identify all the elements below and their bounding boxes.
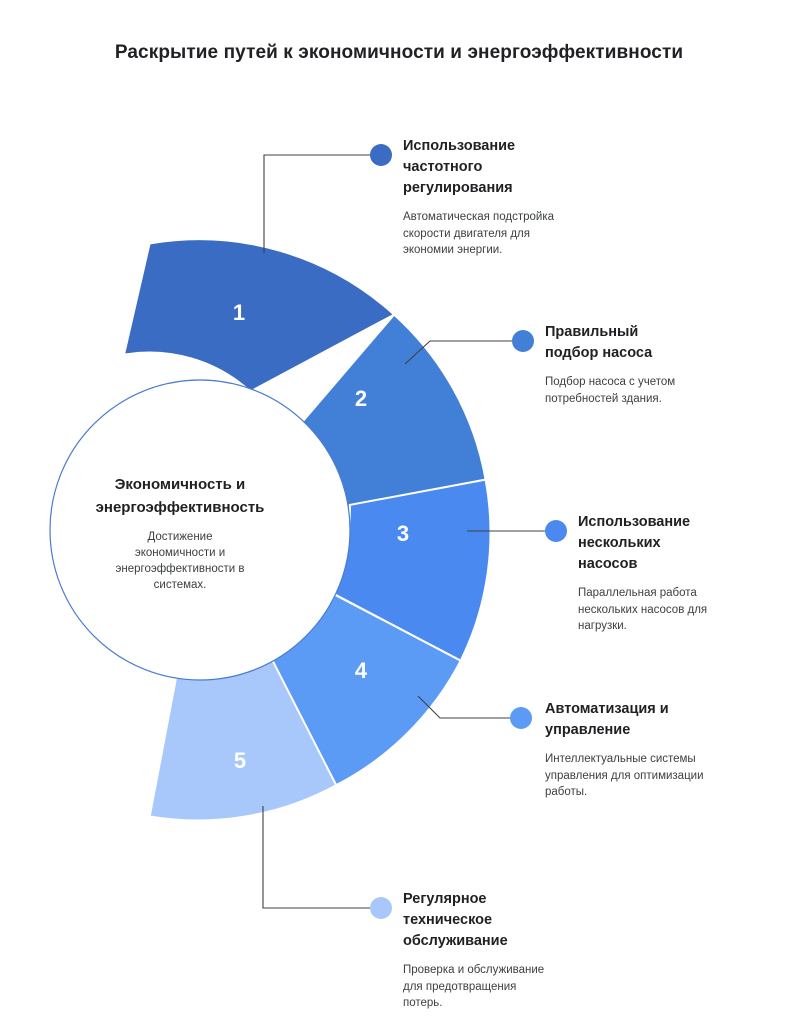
connector-dot-1 (370, 144, 392, 166)
callout-3-title (578, 512, 793, 575)
segment-number-1: 1 (232, 300, 246, 325)
callout-1-title-line3: регулирования (403, 180, 513, 197)
callout-5-title-line1: Регулярное (403, 891, 487, 907)
center-title-line1: Экономичность и (114, 476, 246, 493)
callout-5 (403, 889, 633, 1012)
callout-2-title-line2: подбор насоса (545, 345, 653, 362)
callout-1-desc-line3: экономии энергии. (403, 244, 503, 257)
segment-number-4: 4 (354, 658, 368, 683)
callout-3-desc-line1: Параллельная работа (578, 587, 697, 600)
callout-2-title-line1: Правильный (545, 324, 639, 340)
callout-1-desc-line1: Автоматическая подстройка (403, 211, 555, 224)
callout-3-desc (578, 585, 793, 635)
callout-2-desc-line1: Подбор насоса с учетом (545, 376, 676, 389)
callout-1 (403, 136, 643, 259)
callout-2-desc-line2: потребностей здания. (545, 392, 662, 405)
callout-5-title-line3: обслуживание (403, 933, 508, 950)
center-desc-line2: экономичности и (134, 547, 226, 559)
callout-3-title-line2: нескольких (578, 535, 661, 552)
callout-2 (545, 322, 785, 407)
callout-1-title-line2: частотного (403, 159, 483, 176)
page-title: Раскрытие путей к экономичности и энергоэффективности (114, 42, 684, 63)
center-desc-line3: энергоэффективности в (115, 563, 245, 575)
callout-1-title-line1: Использование (403, 138, 516, 154)
connector-line-1 (264, 155, 370, 253)
callout-3-title-line3: насосов (578, 556, 638, 573)
connector-line-5 (263, 806, 370, 908)
callout-4-desc-line2: управления для оптимизации (545, 769, 704, 782)
callout-4-title-line2: управление (545, 722, 631, 739)
callout-5-desc-line1: Проверка и обслуживание (403, 964, 545, 977)
center-title-line2: энергоэффективность (95, 499, 265, 516)
connector-dot-4 (510, 707, 532, 729)
callout-2-title (545, 322, 785, 364)
callout-3 (578, 512, 793, 635)
callout-4-desc-line3: работы. (545, 786, 588, 799)
callout-3-title-line1: Использование (578, 514, 691, 530)
connector-dot-2 (512, 330, 534, 352)
callout-4-title (545, 699, 780, 741)
segment-number-3: 3 (396, 521, 410, 546)
callout-4-desc-line1: Интеллектуальные системы (545, 753, 696, 766)
callout-1-desc (403, 209, 643, 259)
callout-5-desc (403, 962, 633, 1012)
callout-4-title-line1: Автоматизация и (545, 701, 669, 717)
callout-5-title-line2: техническое (403, 912, 493, 929)
callout-4 (545, 699, 780, 801)
center-desc-line4: системах. (153, 579, 207, 591)
donut-center-circle (50, 380, 350, 680)
callout-3-desc-line2: нескольких насосов для (578, 603, 708, 616)
callout-5-desc-line2: для предотвращения (403, 980, 517, 993)
callout-1-desc-line2: скорости двигателя для (403, 227, 530, 240)
segment-number-2: 2 (354, 386, 368, 411)
callout-5-title (403, 889, 633, 952)
center-desc-line1: Достижение (147, 531, 213, 543)
callout-1-title (403, 136, 643, 199)
callout-3-desc-line3: нагрузки. (578, 620, 627, 633)
callout-2-desc (545, 374, 785, 407)
connector-dot-5 (370, 897, 392, 919)
segment-number-5: 5 (233, 748, 247, 773)
callout-4-desc (545, 751, 780, 801)
connector-dot-3 (545, 520, 567, 542)
callout-5-desc-line3: потерь. (403, 997, 443, 1010)
